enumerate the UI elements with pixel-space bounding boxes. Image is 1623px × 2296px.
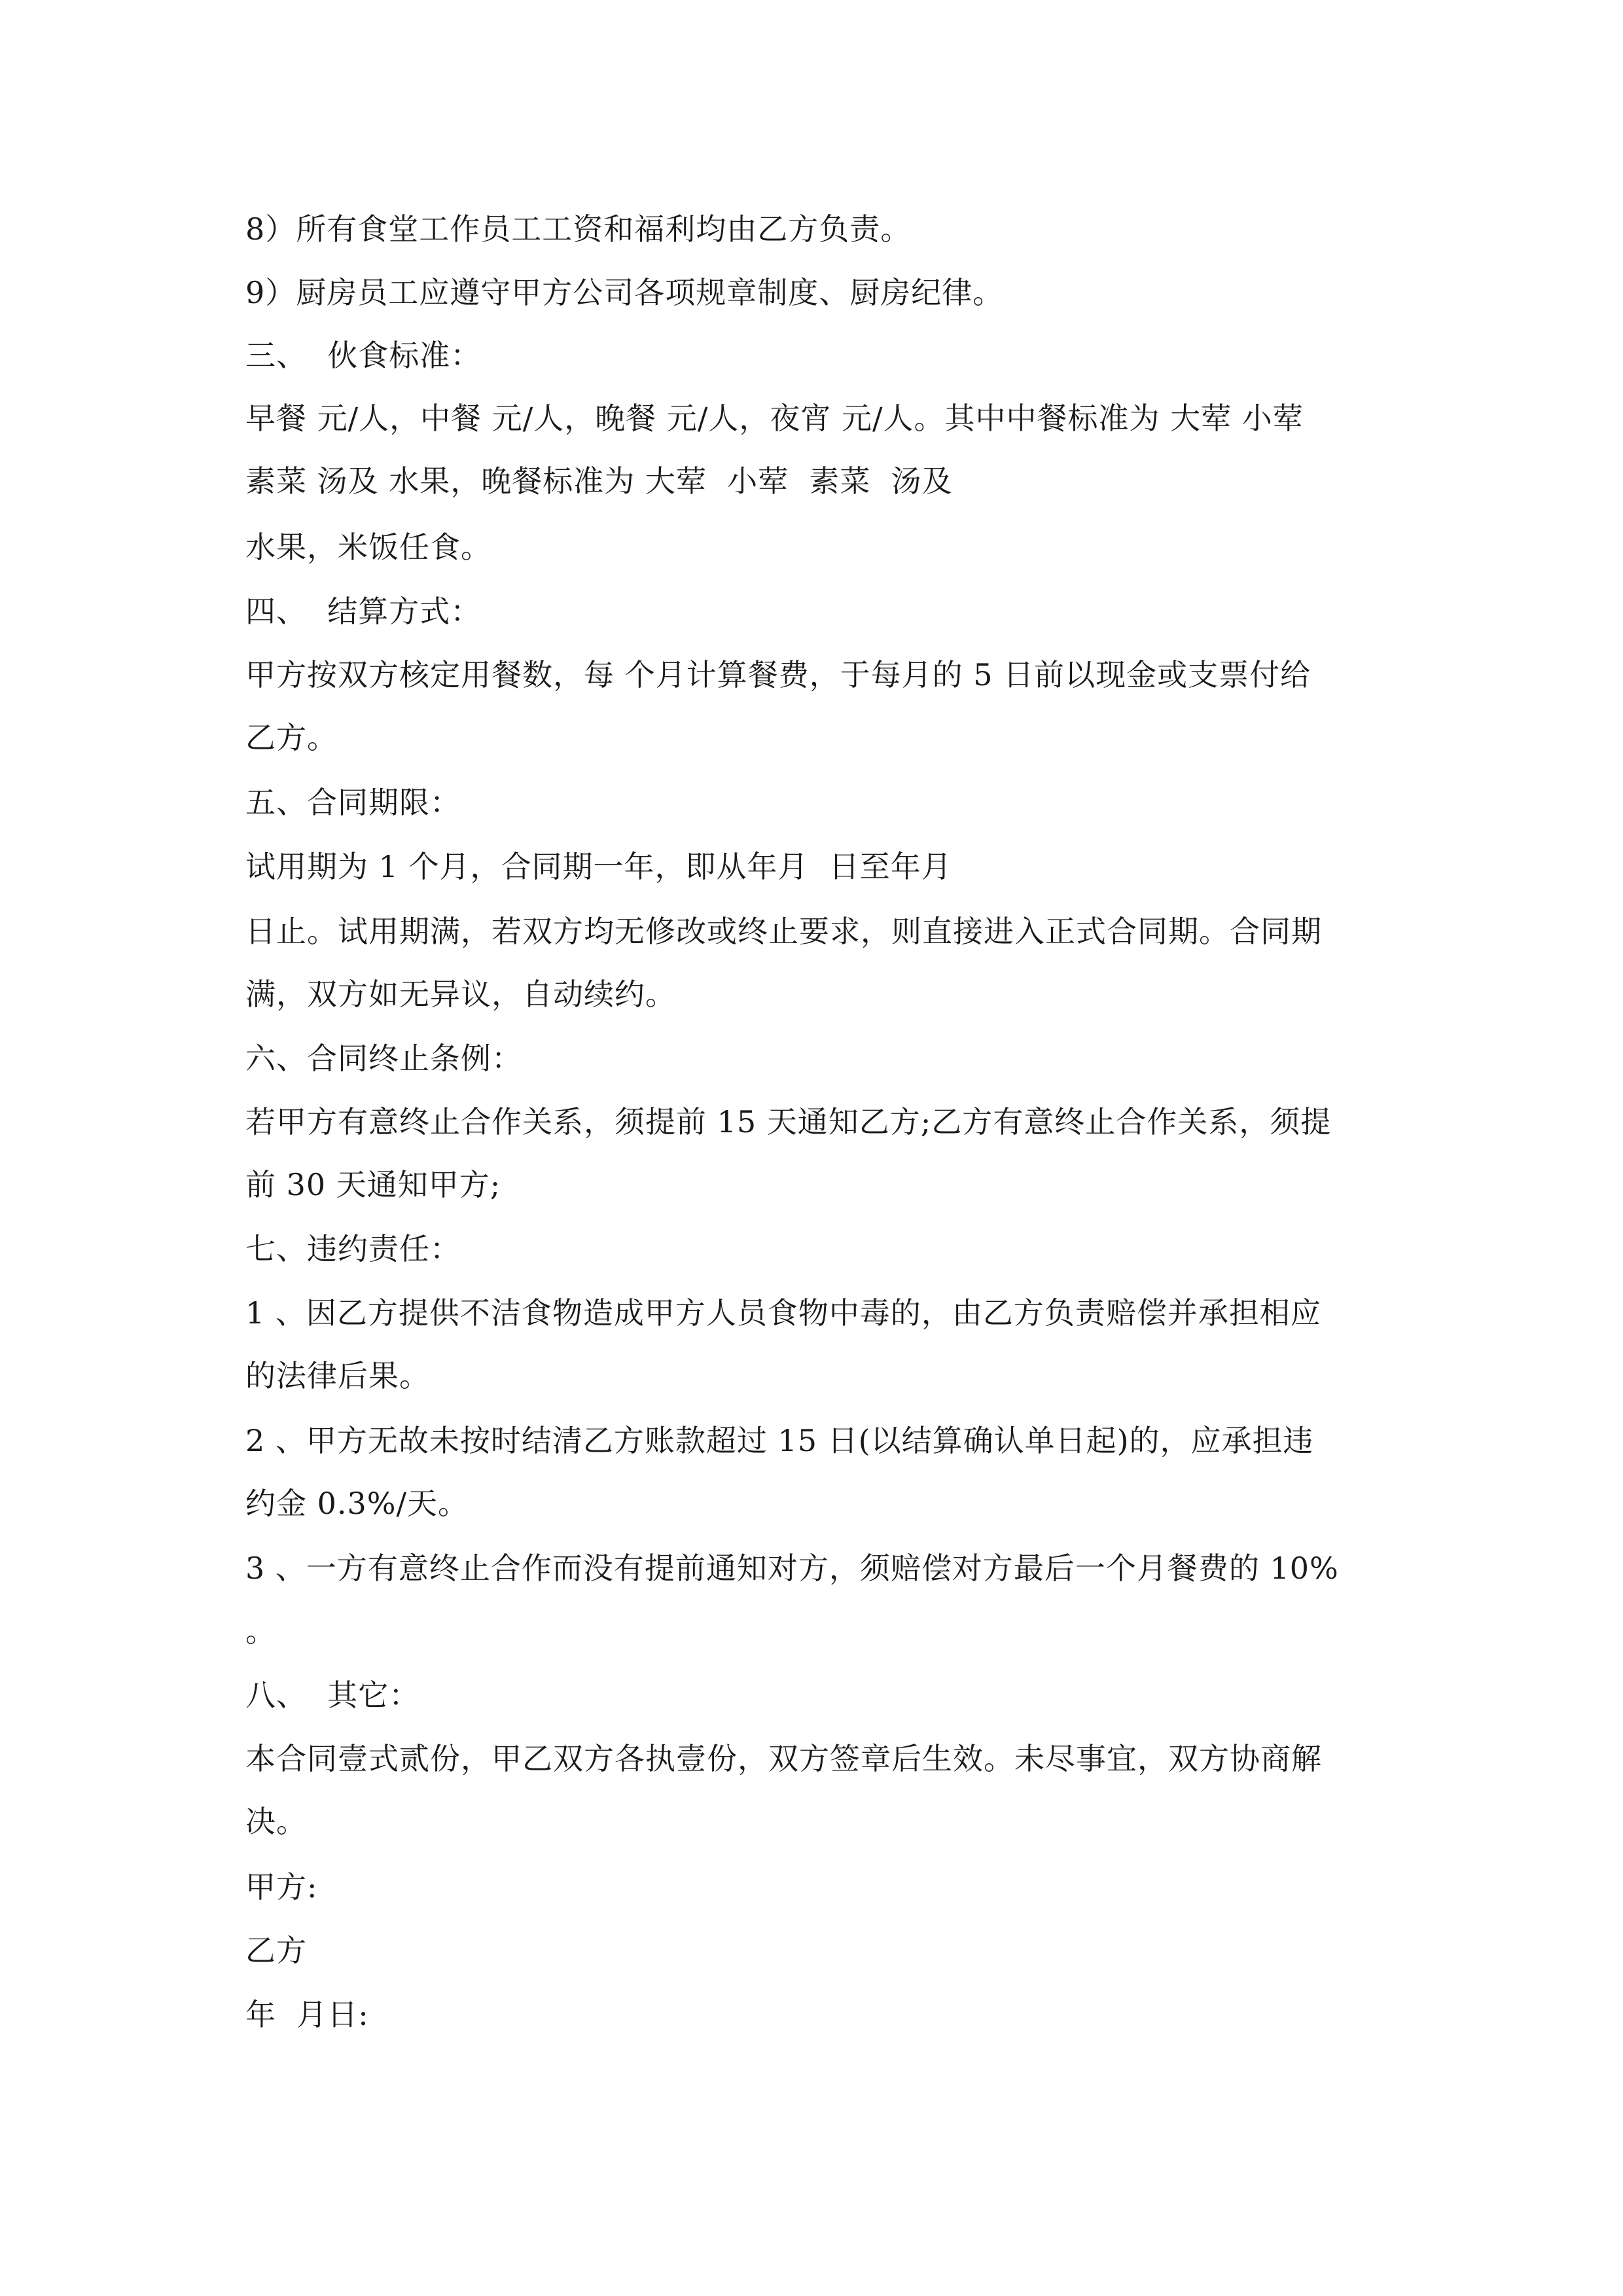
party-a-signature-label: 甲方: — [245, 1869, 318, 1905]
section-4-text-line-2: 乙方。 — [245, 720, 338, 755]
section-7-item-2-line-2: 约金 0.3%/天。 — [245, 1486, 469, 1521]
section-3-text-line-3: 水果，米饭任食。 — [245, 529, 491, 565]
date-label: 年 月日: — [245, 1997, 369, 2032]
section-8-text-line-2: 决。 — [245, 1804, 307, 1839]
section-4-heading: 四、 结算方式： — [245, 594, 482, 629]
section-7-item-2-line-1: 2 、甲方无故未按时结清乙方账款超过 15 日(以结算确认单日起)的，应承担违 — [245, 1423, 1314, 1458]
section-7-item-3-line-1: 3 、一方有意终止合作而没有提前通知对方，须赔偿对方最后一个月餐费的 10% — [245, 1551, 1339, 1586]
section-3-text-line-1: 早餐 元/人，中餐 元/人，晚餐 元/人，夜宵 元/人。其中中餐标准为 大荤 小荤 — [245, 401, 1304, 436]
section-8-text-line-1: 本合同壹式贰份，甲乙双方各执壹份，双方签章后生效。未尽事宜，双方协商解 — [245, 1741, 1322, 1776]
section-7-item-1-line-2: 的法律后果。 — [245, 1358, 430, 1393]
section-6-text-line-2: 前 30 天通知甲方; — [245, 1167, 501, 1202]
section-7-heading: 七、违约责任： — [245, 1231, 461, 1266]
section-5-text-line-2: 日止。试用期满，若双方均无修改或终止要求，则直接进入正式合同期。合同期 — [245, 914, 1322, 949]
section-8-heading: 八、 其它： — [245, 1677, 420, 1713]
section-5-heading: 五、合同期限： — [245, 785, 461, 820]
section-3-text-line-2: 素菜 汤及 水果，晚餐标准为 大荤 小荤 素菜 汤及 — [245, 463, 953, 499]
section-6-text-line-1: 若甲方有意终止合作关系，须提前 15 天通知乙方;乙方有意终止合作关系，须提 — [245, 1104, 1332, 1139]
section-7-item-1-line-1: 1 、因乙方提供不洁食物造成甲方人员食物中毒的，由乙方负责赔偿并承担相应 — [245, 1295, 1321, 1331]
party-b-signature-label: 乙方 — [245, 1933, 307, 1968]
section-7-item-3-line-2: 。 — [245, 1613, 276, 1649]
section-5-text-line-3: 满，双方如无异议，自动续约。 — [245, 977, 676, 1012]
section-5-text-line-1: 试用期为 1 个月，合同期一年，即从年月 日至年月 — [245, 849, 952, 884]
clause-8-staff-wages: 8）所有食堂工作员工工资和福利均由乙方负责。 — [245, 211, 912, 247]
section-6-heading: 六、合同终止条例： — [245, 1041, 522, 1076]
section-4-text-line-1: 甲方按双方核定用餐数，每 个月计算餐费，于每月的 5 日前以现金或支票付给 — [245, 657, 1311, 692]
section-3-heading: 三、 伙食标准： — [245, 338, 482, 373]
clause-9-kitchen-rules: 9）厨房员工应遵守甲方公司各项规章制度、厨房纪律。 — [245, 275, 1004, 310]
